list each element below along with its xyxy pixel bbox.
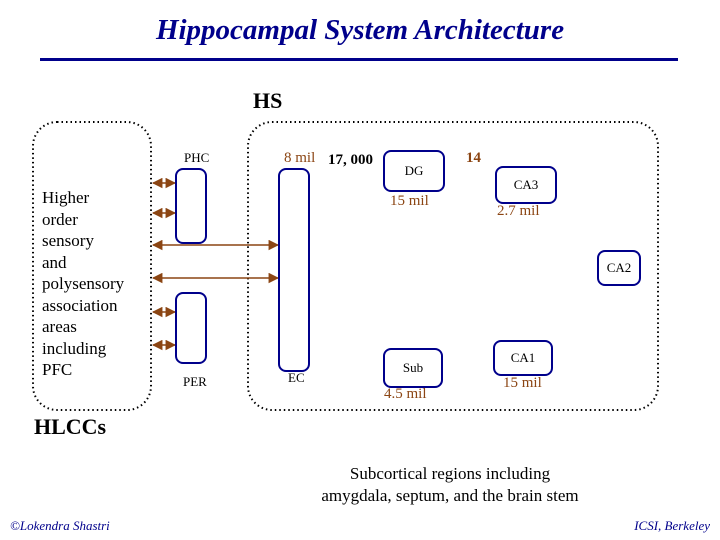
phc-label: PHC [184, 150, 210, 165]
hlcc-description [42, 187, 124, 381]
ca3-label: CA3 [513, 177, 539, 192]
hs-label: HS [253, 88, 283, 113]
ca1-box [493, 340, 553, 376]
ca1-label: CA1 [510, 350, 536, 365]
ca2-box [597, 250, 641, 286]
dg-neurons-label: 15 mil [390, 193, 429, 209]
dg-label: DG [404, 163, 424, 178]
ca2-label: CA2 [606, 260, 632, 275]
sub-box [383, 348, 443, 388]
ca1-neurons-label: 15 mil [503, 375, 542, 391]
ca3-box [495, 166, 557, 204]
hlcc-text-line: sensory [42, 231, 94, 250]
footer-institution: ICSI, Berkeley [634, 518, 710, 533]
hlcc-text-line: polysensory [42, 274, 125, 293]
subcortical-caption [300, 463, 600, 507]
phc-box [175, 168, 207, 244]
hlcc-text-line: PFC [42, 360, 73, 379]
dg-ca3-convergence: 14 [466, 150, 481, 166]
sub-label: Sub [402, 360, 424, 375]
hlcc-text-line: order [42, 209, 78, 229]
hlcc-text-line: Higher [42, 188, 90, 207]
ec-label: EC [288, 370, 305, 385]
hlcc-text-line: association [42, 295, 118, 315]
page-title: Hippocampal System Architecture [155, 14, 565, 46]
hlccs-label: HLCCs [34, 414, 107, 439]
hlcc-text-line: areas [42, 317, 77, 336]
ec-convergence-label: 17, 000 [328, 152, 373, 168]
dg-box [383, 150, 445, 192]
footer-author: ©Lokendra Shastri [10, 518, 110, 533]
subcortical-line: Subcortical regions including [349, 464, 551, 483]
ec-box [278, 168, 310, 372]
ca3-neurons-label: 2.7 mil [497, 203, 540, 219]
hlcc-text-line: and [42, 252, 67, 272]
subcortical-line: amygdala, septum, and the brain stem [321, 486, 579, 505]
hlcc-text-line: including [42, 338, 107, 358]
per-label: PER [183, 374, 207, 389]
per-box [175, 292, 207, 364]
ec-neurons-label: 8 mil [284, 150, 316, 166]
sub-neurons-label: 4.5 mil [384, 386, 427, 402]
